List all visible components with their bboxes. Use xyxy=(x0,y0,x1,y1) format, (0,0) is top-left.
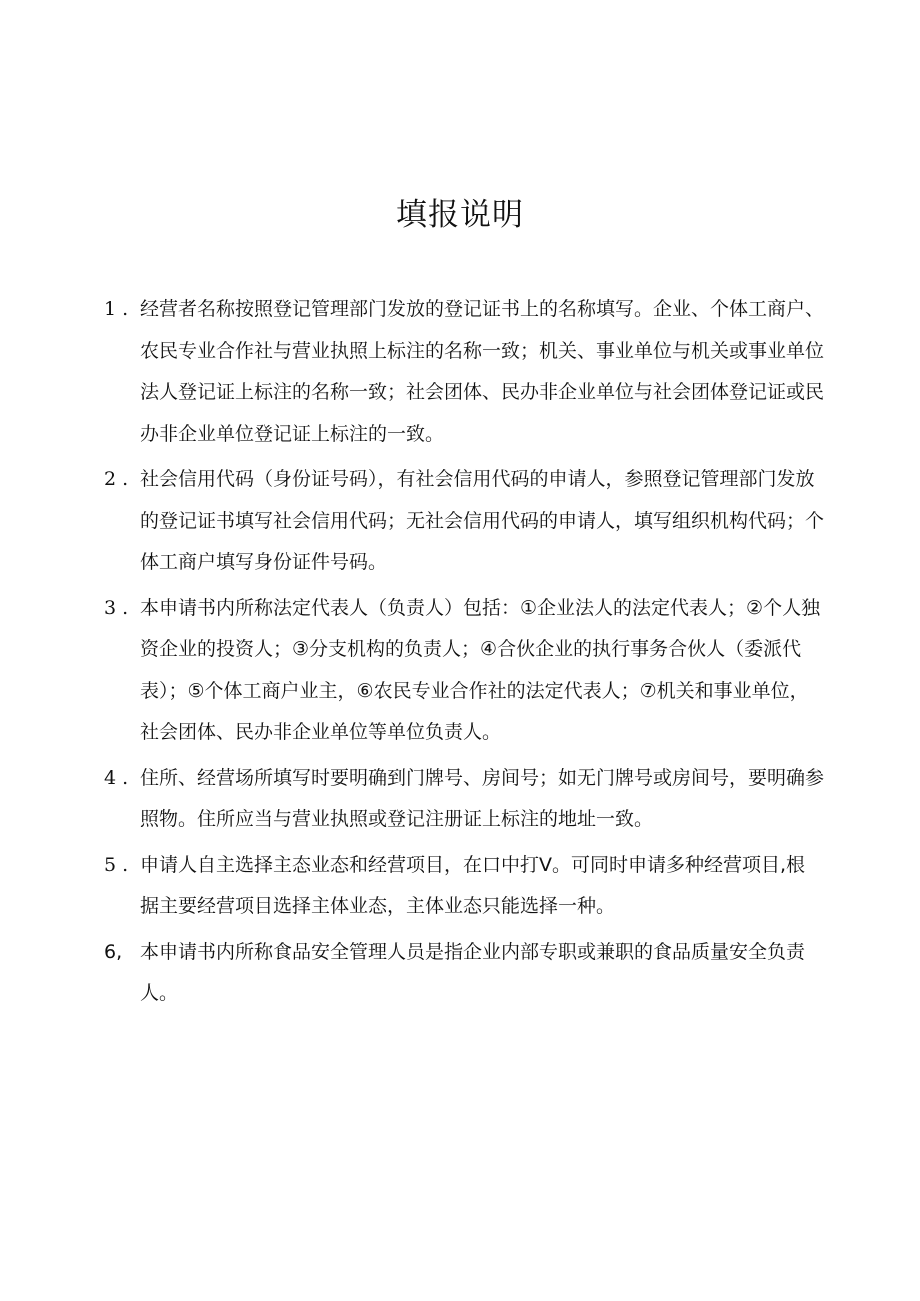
instruction-item-5 xyxy=(104,845,824,928)
instruction-item-6 xyxy=(104,932,824,1015)
instruction-number-3: 3 . xyxy=(104,596,129,619)
instruction-text-3: 本申请书内所称法定代表人（负责人）包括：①企业法人的法定代表人；②个人独资企业的投资人；③分支机构的负责人；④合伙企业的执行事务合伙人（委派代表）；⑤个体工商户业主，⑥农民专业合作社的法定代表人；⑦机关和事业单位，社会团体、民办非企业单位等单位负责人。 xyxy=(140,596,821,743)
instruction-text-5: 申请人自主选择主态业态和经营项目，在口中打V。可同时申请多种经营项目,根据主要经营项目选择主体业态，主体业态只能选择一种。 xyxy=(140,853,806,917)
instruction-number-6: 6, xyxy=(104,940,123,963)
instruction-item-3 xyxy=(104,588,824,754)
instruction-text-1: 经营者名称按照登记管理部门发放的登记证书上的名称填写。企业、个体工商户、农民专业合作社与营业执照上标注的名称一致；机关、事业单位与机关或事业单位法人登记证上标注的名称一致；社会团体、民办非企业单位与社会团体登记证或民办非企业单位登记证上标注的一致。 xyxy=(140,298,825,445)
document-title: 填报说明 xyxy=(396,197,524,233)
instruction-item-1 xyxy=(104,289,824,455)
instruction-number-1: 1 . xyxy=(104,298,129,320)
instruction-text-2: 社会信用代码（身份证号码），有社会信用代码的申请人，参照登记管理部门发放的登记证书填写社会信用代码；无社会信用代码的申请人，填写组织机构代码；个体工商户填写身份证件号码。 xyxy=(140,468,825,573)
instruction-item-4 xyxy=(104,758,824,841)
instruction-number-2: 2 . xyxy=(104,468,129,490)
instruction-number-4: 4 . xyxy=(104,766,129,789)
instruction-number-5: 5 . xyxy=(104,853,129,876)
instruction-list xyxy=(104,289,824,1019)
instruction-text-4: 住所、经营场所填写时要明确到门牌号、房间号；如无门牌号或房间号，要明确参照物。住所应当与营业执照或登记注册证上标注的地址一致。 xyxy=(140,766,825,830)
instruction-text-6: 本申请书内所称食品安全管理人员是指企业内部专职或兼职的食品质量安全负责人。 xyxy=(140,940,806,1004)
instruction-item-2 xyxy=(104,459,824,584)
